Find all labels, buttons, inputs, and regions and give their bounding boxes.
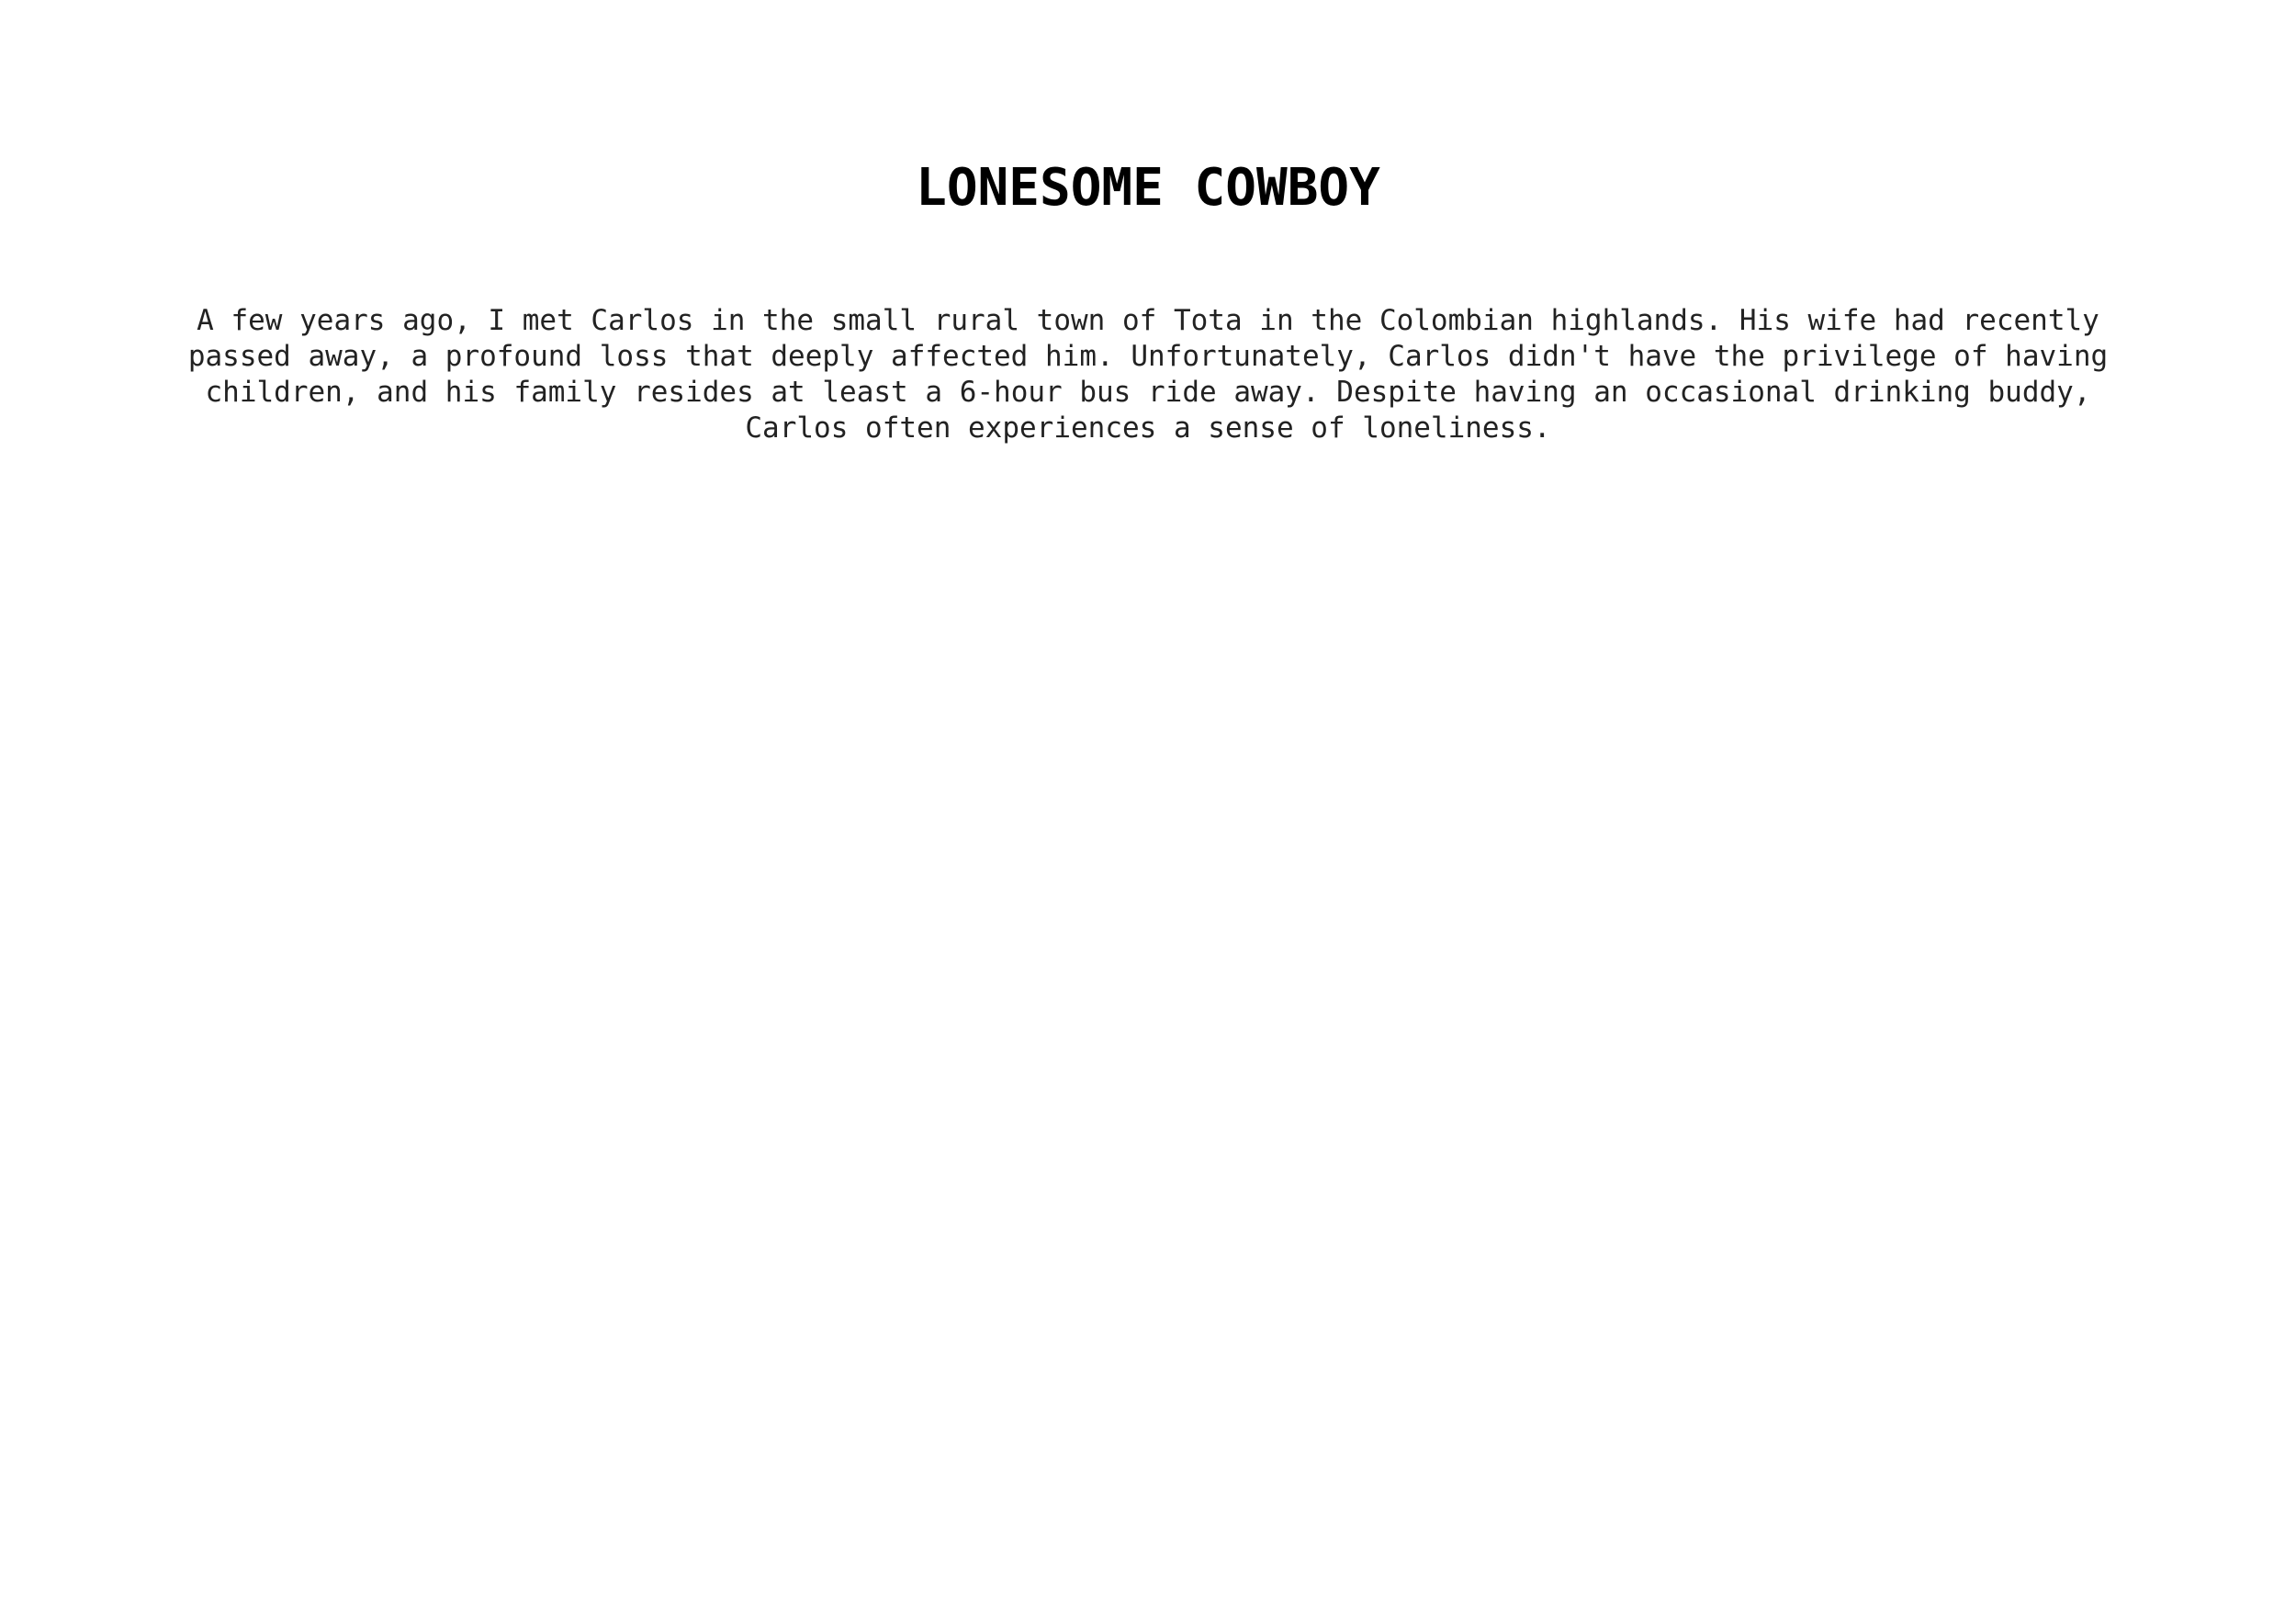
document-title: LONESOME COWBOY xyxy=(916,158,1380,218)
document-paragraph: A few years ago, I met Carlos in the small rural town of Tota in the Colombian highlands. His wife had recently passed away, a profound loss that deeply affected him. Unfortunately, Carlos didn't have the privilege of having children, and his family resides at least a 6-hour bus ride away. Despite having an occasional drinking buddy, Carlos often experiences a sense of loneliness. xyxy=(187,304,2109,445)
